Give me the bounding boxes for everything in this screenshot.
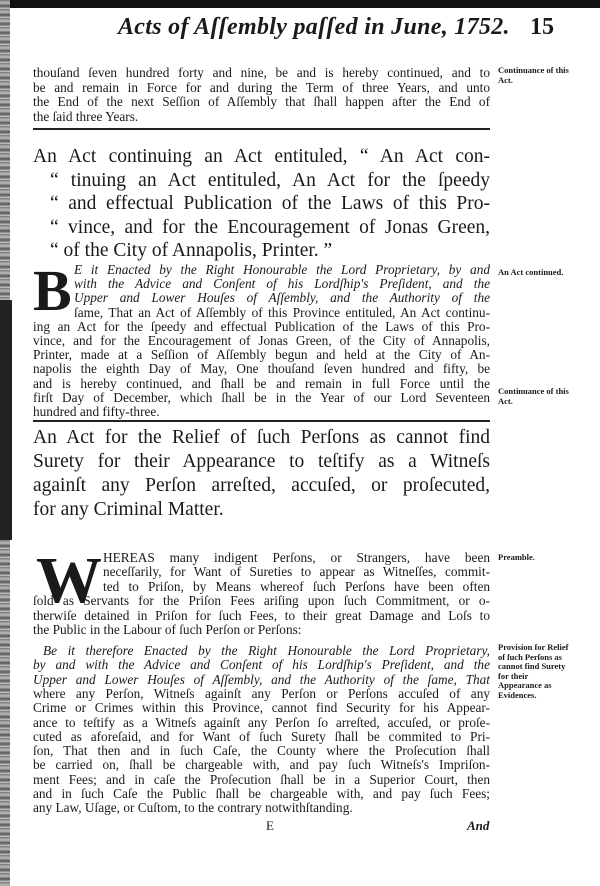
text-line: therwiſe detained in Priſon for ſuch Fees, to their great Damage and Loſs to	[33, 607, 490, 623]
page-number: 15	[530, 14, 554, 40]
text-line: Upper and Lower Houſes of Aſſembly, and the Authority of the ſame, That	[33, 671, 490, 687]
running-title: Acts of Aſſembly paſſed in June, 1752.	[118, 14, 510, 40]
page-header	[0, 14, 600, 40]
text-line: E it Enacted by the Right Honourable the Lord Proprietary, by and	[74, 262, 490, 277]
text-line: neceſſarily, for Want of Sureties to appear as Witneſſes, commit-	[103, 564, 490, 580]
text-line: ance to teſtify as a Witneſs againſt any Perſon ſo arreſted, accuſed, or proſe-	[33, 714, 490, 730]
title-line: An Act continuing an Act entituled, “ An Act con-	[33, 146, 490, 167]
text-line: cuted as aforeſaid, and for Want of ſuch Surety ſhall be commited to Pri-	[33, 728, 490, 744]
text-line: Crime or Crimes within this Province, cannot find Security for his Appear-	[33, 700, 490, 716]
text-line: where any Perſon, Witneſs againſt any Perſon or Perſons accuſed of any	[33, 685, 490, 701]
text-line: ment Fees; and in caſe the Proſecution ſhall be in a Superior Court, then	[33, 771, 490, 787]
title-line: An Act for the Relief of ſuch Perſons as cannot find	[33, 427, 490, 448]
section-rule	[33, 420, 490, 422]
title-line: “ tinuing an Act entituled, An Act for the ſpeedy	[50, 169, 490, 191]
text-line: the ſaid three Years.	[33, 108, 139, 124]
signature-mark: E	[266, 818, 274, 833]
section-rule	[33, 128, 490, 130]
text-line: the End of the next Seſſion of Aſſembly that ſhall happen after the End of	[33, 94, 490, 109]
text-line: be and remain in Force for and during the Term of three Years, and unto	[33, 79, 490, 95]
text-line: Be it therefore Enacted by the Right Honourable the Lord Proprietary,	[43, 643, 490, 658]
text-line: ing an Act for the ſpeedy and effectual Publication of the Laws of this Pro-	[33, 318, 490, 334]
margin-note: An Act continued.	[498, 267, 564, 277]
text-line: and is hereby continued, and ſhall be and remain in full Force until the	[33, 375, 490, 391]
title-line: “ vince, and for the Encouragement of Jonas Green,	[50, 216, 490, 238]
text-line: thouſand ſeven hundred forty and nine, be and is hereby continued, and to	[33, 65, 490, 80]
text-line: napolis the eighth Day of May, One thouſand ſeven hundred and fifty, be	[33, 361, 490, 377]
text-line: Printer, made at a Seſſion of Aſſembly begun and held at the City of An-	[33, 347, 490, 363]
text-line: and in ſuch Caſe the Public ſhall be chargeable with, and pay ſuch Fees;	[33, 786, 490, 801]
scan-top-edge	[0, 0, 600, 8]
text-line: any Law, Uſage, or Cuſtom, to the contrary notwithſtanding.	[33, 800, 353, 816]
text-line: ted to Priſon, by Means whereof ſuch Perſons have been often	[103, 578, 490, 594]
margin-note: Continuance of this Act.	[498, 65, 569, 85]
text-line: ſame, That an Act of Aſſembly of this Province entituled, An Act continu-	[74, 304, 490, 320]
text-line: vince, and for the Encouragement of Jonas Green, of the City of Annapolis,	[33, 333, 490, 348]
drop-cap-b: B	[33, 258, 72, 323]
title-line: Surety for their Appearance to teſtify as a Witneſs	[33, 451, 490, 472]
text-line: by and with the Advice and Conſent of his Lordſhip's Preſident, and the	[33, 657, 490, 673]
text-line: with the Advice and Conſent of his Lordſhip's Preſident, and the	[74, 276, 490, 292]
title-line: againſt any Perſon arreſted, accuſed, or proſecuted,	[33, 475, 490, 496]
text-line: ſon, That then and in ſuch Caſe, the County where the Proſecution ſhall	[33, 743, 490, 759]
drop-cap-w: W	[36, 544, 102, 617]
margin-note: Preamble.	[498, 552, 535, 562]
title-line: “ and effectual Publication of the Laws of this Pro-	[50, 193, 490, 214]
text-line: the Public in the Labour of ſuch Perſon or Perſons:	[33, 622, 302, 637]
text-line: HEREAS many indigent Perſons, or Strangers, have been	[103, 550, 490, 565]
text-line: firſt Day of December, which ſhall be in the Year of our Lord Seventeen	[33, 389, 490, 405]
text-line: Upper and Lower Houſes of Aſſembly, and the Authority of the	[74, 290, 490, 306]
catchword: And	[467, 818, 490, 833]
title-line: for any Criminal Matter.	[33, 499, 224, 520]
scan-left-shadow	[0, 300, 12, 540]
title-line: “ of the City of Annapolis, Printer. ”	[50, 240, 333, 261]
text-line: ſold as Servants for the Priſon Fees ariſing upon ſuch Commitment, or o-	[33, 593, 490, 609]
text-line: be carried on, ſhall be chargeable with, and pay ſuch Witneſs's Impriſon-	[33, 757, 490, 773]
text-line: hundred and fifty-three.	[33, 404, 160, 419]
margin-note: Continuance of this Act.	[498, 386, 569, 406]
margin-note: Provision for Relief of ſuch Perſons as cannot find Surety for their Appearance as Evidences.	[498, 642, 569, 700]
